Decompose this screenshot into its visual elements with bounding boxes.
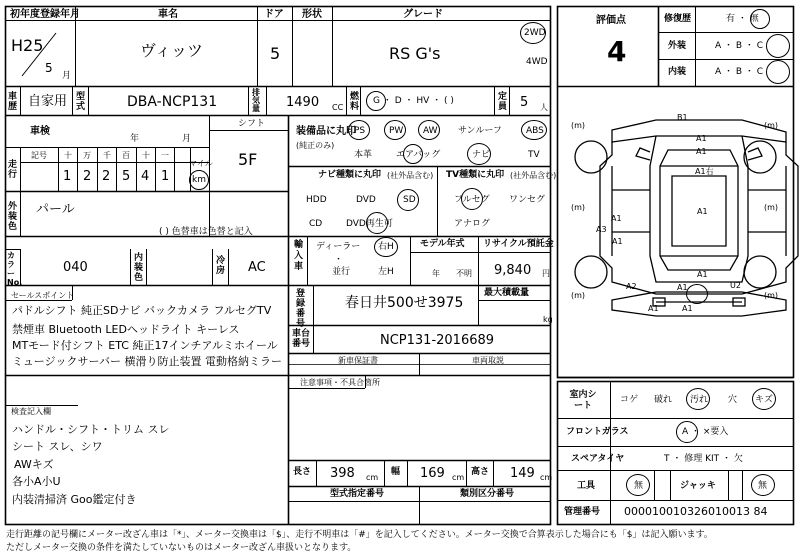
inspector-label: 検査記入欄 [11,407,51,416]
tools-label: 工具 [577,481,596,491]
paren-5: (m) [571,291,586,300]
equipment-subtitle: (純正のみ) [296,141,335,150]
length-label: 長さ [293,467,312,477]
digit-h-3: 百 [122,151,130,160]
digit-h-2: 千 [103,151,111,160]
sales-points-label: セールスポイント [11,291,75,300]
interior-color-label: 内装色 [134,253,144,283]
sales-line-1: パドルシフト 純正SDナビ バックカメラ フルセグTV [12,304,272,317]
seat-tear: 破れ [654,395,673,405]
mark-a1-6: A1 [697,270,708,279]
digit-4: 4 [141,169,150,184]
ac-label: 冷房 [216,256,226,276]
equip-ps: PS [354,126,366,136]
import-left: 左H [378,267,394,277]
mark-a1-7: A1 [677,283,688,292]
notes-label: 注意事項・不具合箇所 [300,378,380,387]
model: DBA-NCP131 [127,94,218,110]
circle-2wd [520,22,546,44]
tools-value: 無 [634,481,644,491]
nav-note: (社外品含む) [387,171,434,180]
jack-label: ジャッキ [680,481,716,491]
spare-options: T ・ 修理 KIT ・ 欠 [664,454,743,464]
km-label: km [192,175,206,185]
width-label: 幅 [391,467,401,477]
era-year: H25 [11,36,44,55]
mark-a1-4: A1 [612,237,623,246]
mark-a1-9: A1 [682,304,693,313]
height: 149 [510,466,535,481]
inspector-line-1: ハンドル・シフト・トリム スレ [12,423,170,436]
tv-analog: アナログ [454,219,491,229]
digit-h-0: 十 [64,151,72,160]
footer-line-1: 走行距離の記号欄にメーター改ざん車は「*」、メーター交換車は「$」、走行不明車は「#」を記入してください。メーター交換で合算表示した場合にも「$」は記入願います。 [6,530,713,540]
capacity-label: 定員 [498,92,508,112]
circle-interior-c [766,60,790,84]
mileage-label: 走行 [8,160,18,180]
tire-note: A1右 [695,167,714,176]
digit-0: 1 [63,169,72,184]
width: 169 [420,466,445,481]
nav-dvd: DVD [356,195,376,205]
sales-line-4: ミュージックサーバー 横滑り防止装置 電動格納ミラー [12,355,283,368]
circle-ps [348,120,370,140]
type-no-label: 型式指定番号 [330,489,385,499]
circle-aw [418,120,440,140]
score: 4 [607,35,627,68]
reg-month: 5 [45,61,53,75]
manual-label: 車両取説 [472,356,504,365]
inspector-line-3: AWキズ [14,458,54,471]
circle-right-hand [374,237,398,257]
shaken-year-unit: 年 [130,134,140,144]
circle-abs [521,120,547,140]
paren-2: (m) [764,121,779,130]
inspector-line-4: 各小A小U [12,475,61,488]
kg-unit: kg [543,315,553,324]
circle-airbag [403,144,423,164]
recycle-amount: 9,840 [494,263,532,278]
model-label: 型式 [76,92,86,112]
person-unit: 人 [540,103,548,112]
mark-u2: U2 [730,281,741,290]
cc-unit: CC [332,103,344,112]
inspector-line-2: シート スレ、シワ [12,440,103,453]
mark-a3: A3 [596,225,607,234]
usage: 自家用 [28,94,68,109]
height-unit: cm [540,473,553,482]
equip-tv: TV [528,150,540,160]
tv-title: TV種類に丸印 [446,170,505,180]
digit-h-4: 十 [142,151,150,160]
paren-4: (m) [764,203,779,212]
exterior-grade-options: A ・ B ・ C [715,41,764,51]
circle-stain [686,388,710,410]
color-change-note: ( ) 色替車は色替と記入 [159,227,253,237]
first-reg-label: 初年度登録年月 [10,9,80,20]
new-car-warranty-label: 新車保証書 [338,356,378,365]
digit-1: 2 [83,169,92,184]
mark-b1: B1 [677,113,688,122]
recycle-label: リサイクル預託金 [483,239,554,249]
displacement: 1490 [286,95,320,110]
tv-note: (社外品含む) [510,171,557,180]
nav-cd: CD [309,219,323,229]
reg-number: 春日井500せ3975 [345,295,464,311]
spare-label: スペアタイヤ [571,454,625,464]
nav-hdd: HDD [306,195,327,205]
seat-scratch: キズ [755,395,773,405]
drive-2wd: 2WD [524,28,546,38]
height-label: 高さ [471,467,490,477]
fuel-label: 燃料 [350,92,360,112]
import-right: 右H [378,242,394,252]
import-dot: ・ [334,255,344,265]
fuel-options: G ・ D ・ HV ・ ( ) [373,96,454,106]
class-no-label: 類別区分番号 [460,489,515,499]
glass-options: A ・ ×要入 [682,427,729,437]
car-name-label: 車名 [158,9,178,20]
model-year-unknown: 不明 [456,269,472,278]
exterior-color-label: 外装色 [8,202,18,232]
import-label: 輸入車 [294,240,304,272]
jack-value: 無 [758,481,768,491]
sales-line-2: 禁煙車 Bluetooth LEDヘッドライト キーレス [12,323,240,336]
doors: 5 [270,44,281,63]
exterior-color: パール [36,202,75,217]
seat-stain: 汚れ [690,395,709,405]
seat-hole: 穴 [728,395,738,405]
circle-navi [467,143,491,165]
tv-fullseg: フルセグ [454,195,490,205]
digit-3: 5 [122,169,131,184]
width-unit: cm [452,473,465,482]
sales-line-3: MTモード付シフト ETC 純正17インチアルミホイール [12,339,278,352]
drive-4wd: 4WD [526,57,548,67]
circle-km [189,170,209,190]
inspector-line-5: 内装清掃済 Goo鑑定付き [12,493,137,506]
equip-abs: ABS [526,126,544,136]
equip-navi: ナビ [472,150,491,160]
circle-pw [384,120,406,140]
interior-grade-options: A ・ B ・ C [715,67,764,77]
equip-pw: PW [389,126,404,136]
max-load-label: 最大積載量 [484,288,530,298]
month-unit: 月 [62,71,72,81]
equip-leather: 本革 [354,150,373,160]
displacement-label: 排気量 [252,88,260,113]
model-year-unit: 年 [432,269,440,278]
equip-airbag: エアバッグ [396,150,441,160]
record-label: 記号 [31,151,47,160]
mark-a1-5: A1 [697,207,708,216]
mgmt-number: 000010010326010013 84 [624,505,768,518]
mark-a2: A2 [626,282,637,291]
import-parallel: 並行 [332,267,351,277]
circle-glass-a [676,421,698,443]
shaken-month-unit: 月 [182,134,192,144]
ac-value: AC [248,260,266,275]
seat-label: 室内シート [569,390,597,411]
digit-h-1: 万 [83,151,91,160]
repair-label: 修復歴 [664,14,692,24]
circle-fullseg [461,188,483,210]
shift-label: シフト [238,119,266,129]
nav-title: ナビ種類に丸印 [318,170,382,180]
chassis-number: NCP131-2016689 [380,333,495,348]
digit-h-5: 一 [161,151,169,160]
model-year-label: モデル年式 [420,239,465,249]
glass-label: フロントガラス [566,427,629,437]
shaken-label: 車検 [30,126,50,137]
equip-sunroof: サンルーフ [458,126,502,136]
tv-oneseg: ワンセグ [509,195,546,205]
score-label: 評価点 [596,15,626,26]
circle-sd [397,189,419,211]
mark-a1-1: A1 [696,134,707,143]
shape-label: 形状 [302,9,322,20]
nav-dvd-playback: DVD再生可 [346,219,393,229]
circle-exterior-c [766,34,790,58]
interior-grade-label: 内装 [668,67,687,77]
import-dealer: ディーラー [316,242,361,252]
exterior-grade-label: 外装 [668,41,687,51]
color-no-label: カラーNo. [7,251,23,287]
paren-3: (m) [571,203,586,212]
circle-tools-none [626,474,650,496]
mile-label: マイル [189,159,213,168]
usage-label: 車歴 [8,92,18,112]
car-name: ヴィッツ [140,41,204,60]
nav-sd: SD [403,195,416,205]
circle-repair-none [750,9,770,29]
seat-burn: コゲ [620,395,639,405]
color-no: 040 [63,260,88,275]
chassis-label: 車台番号 [292,329,311,349]
circle-fuel-g [366,91,386,111]
paren-1: (m) [571,121,586,130]
circle-dvd-playback [366,212,388,234]
capacity: 5 [520,95,529,110]
circle-jack-none [751,474,775,496]
yen-unit: 円 [542,269,550,278]
equip-aw: AW [423,126,438,136]
equipment-title: 装備品に丸印 [296,126,356,137]
shift: 5F [238,150,258,169]
footer-line-2: ただしメーター交換の条件を満たしていないものはメーター改ざん車扱いとなります。 [6,543,357,553]
length-unit: cm [366,473,379,482]
repair-options: 有 ・ 無 [726,14,759,24]
door-label: ドア [264,9,284,20]
digit-5: 1 [161,169,170,184]
mark-a1-8: A1 [648,304,659,313]
grade: RS G's [389,44,441,63]
digit-2: 2 [102,169,111,184]
circle-scratch [752,388,776,410]
paren-6: (m) [764,291,779,300]
reg-label: 登録番号 [296,289,306,329]
length: 398 [330,466,355,481]
grade-label: グレード [403,9,443,20]
mark-a1-3: A1 [611,214,622,223]
mgmt-label: 管理番号 [564,507,601,517]
mark-a1-2: A1 [696,147,707,156]
circle-mark-bottom [686,284,708,304]
